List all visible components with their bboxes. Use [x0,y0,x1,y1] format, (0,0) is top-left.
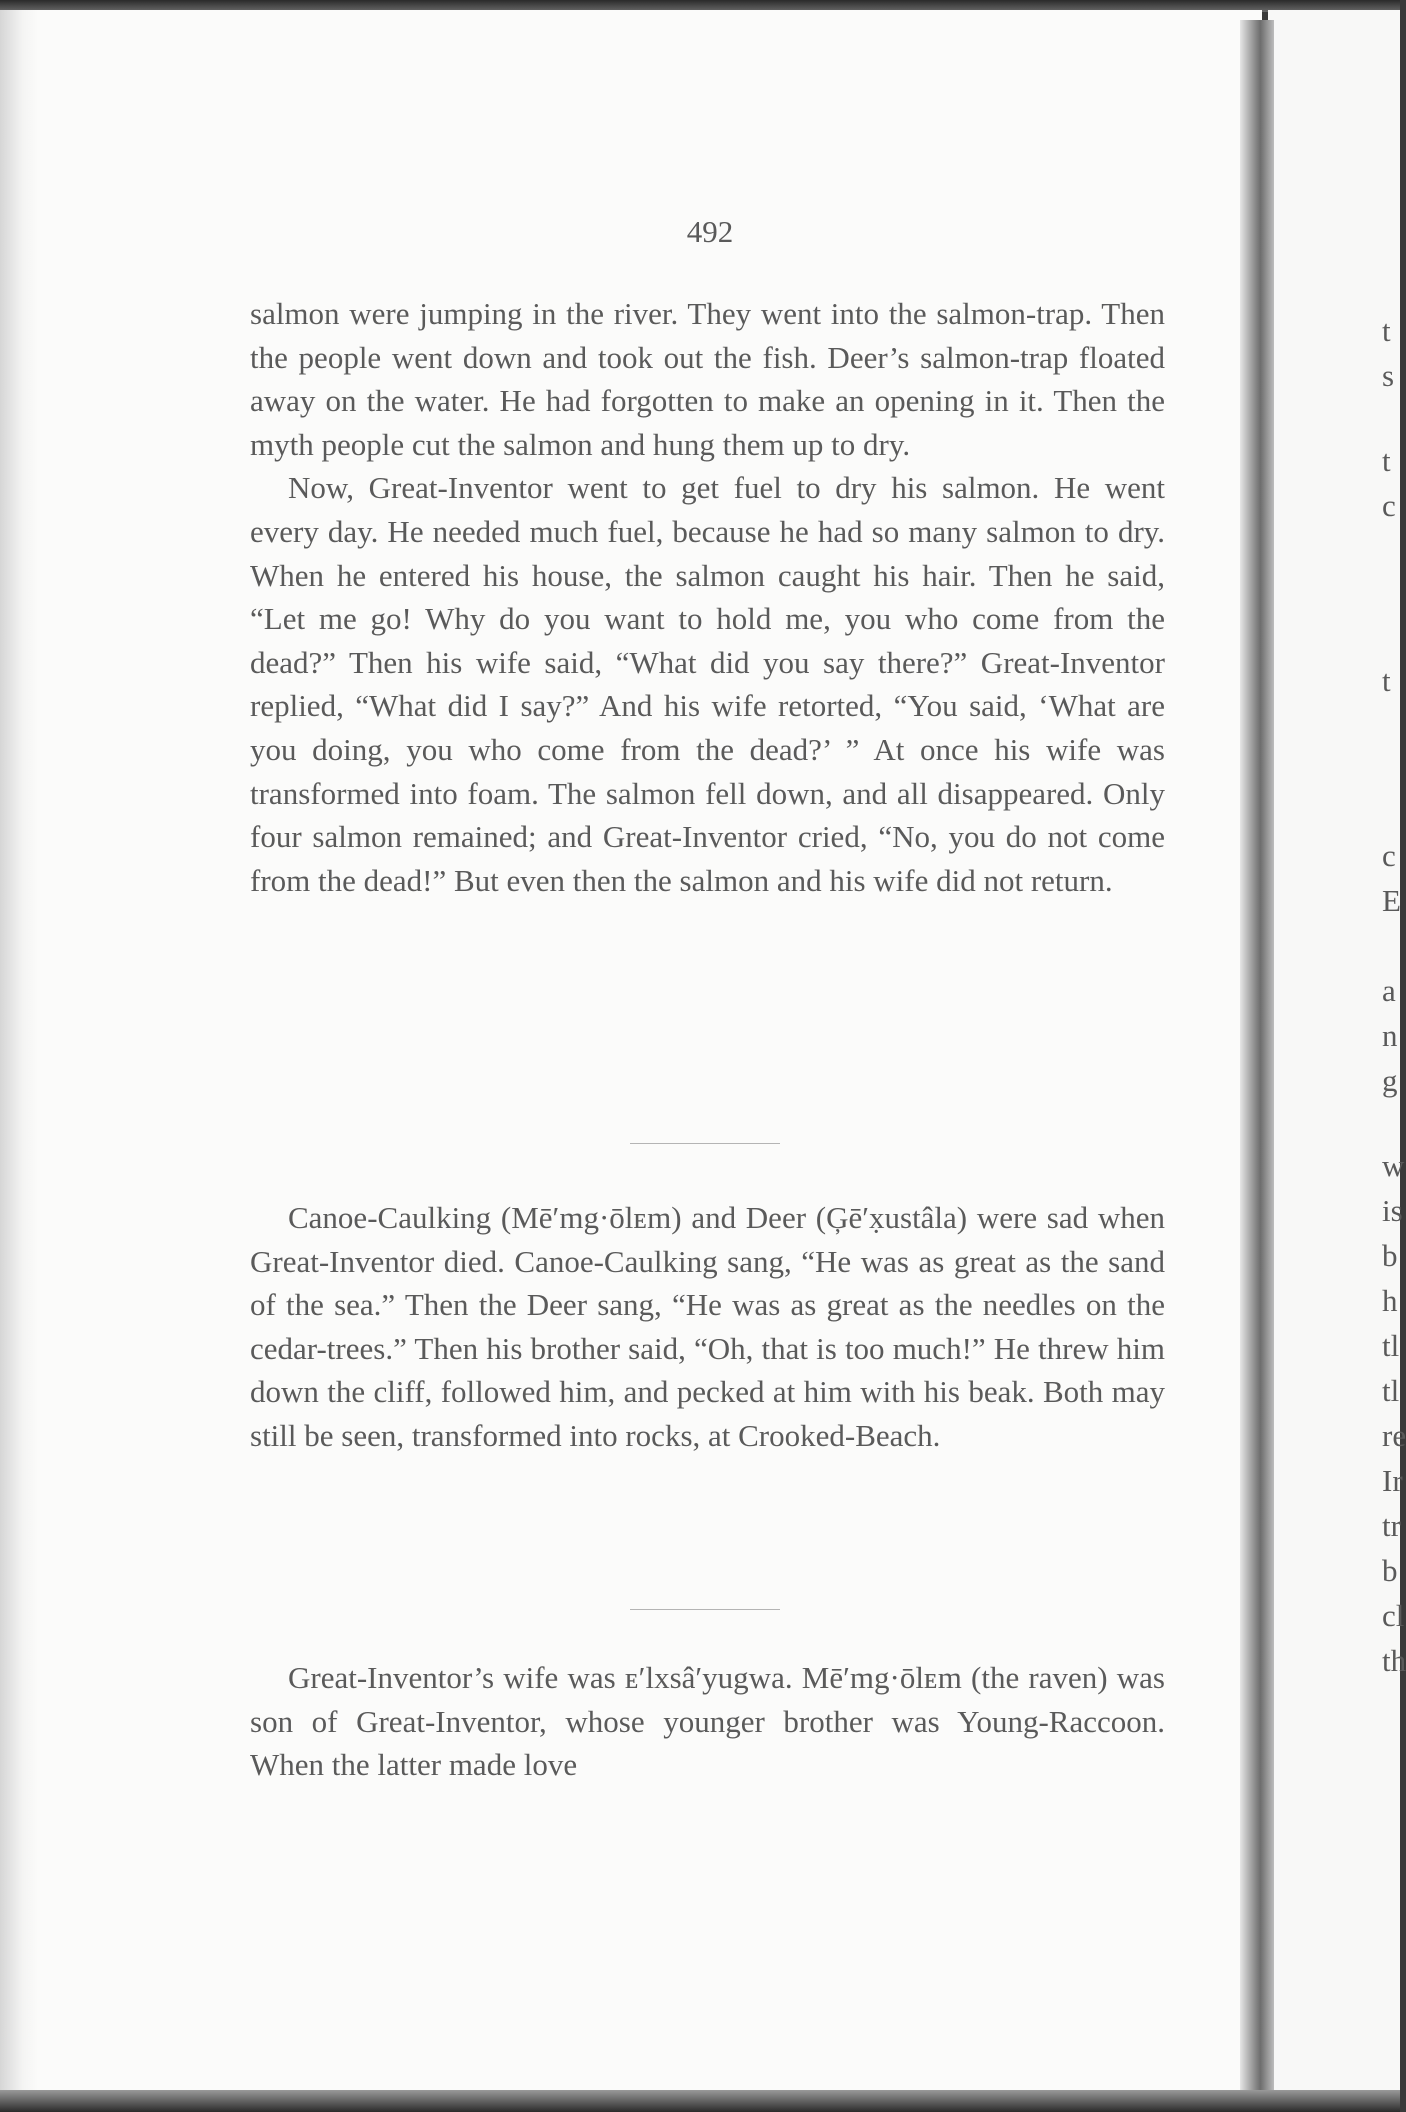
text-block-canoe-caulking [250,1196,1165,1458]
facing-page-fragment: t [1382,443,1391,478]
facing-page-fragment: tr [1382,1508,1401,1543]
section-separator [630,1143,780,1144]
text-block-wife [250,1656,1165,1787]
paragraph: salmon were jumping in the river. They went into the salmon-trap. Then the people went down and took out the fish. Deer’s salmon-trap floated away on the water. He had forgotten to make an opening in it. Then the myth people cut the salmon and hung them up to dry. [250,296,1165,462]
facing-page-fragment: b [1382,1553,1398,1588]
facing-page-fragment: g [1382,1063,1398,1098]
paragraph: Canoe-Caulking (Mē′mg·ōlᴇm) and Deer (Ģē′x̣ustâla) were sad when Great-Inventor died. Canoe-Caulking sang, “He was as great as the sand of the sea.” Then the Deer sang, “He was as great as the needles on the cedar-trees.” Then his brother said, “Oh, that is too much!” He threw him down the cliff, followed him, and pecked at him with his beak. Both may still be seen, transformed into rocks, at Crooked-Beach. [250,1200,1165,1453]
facing-page-fragment: cl [1382,1598,1405,1633]
facing-page-fragment: Ir [1382,1463,1403,1498]
facing-page-fragment: tl [1382,1328,1400,1363]
facing-page-fragment: s [1382,358,1395,393]
page-number: 492 [686,214,734,249]
facing-page-fragment: tl [1382,1373,1400,1408]
scan-bottom-edge [0,2090,1400,2112]
facing-page-fragment: c [1382,488,1396,523]
paragraph: Great-Inventor’s wife was ᴇ′lxsâ′yugwa. Mē′mg·ōlᴇm (the raven) was son of Great-Inventor, whose younger brother was Young-Raccoon. When the latter made love [250,1660,1165,1783]
book-gutter [1240,20,1274,2096]
facing-page-fragment: is [1382,1193,1403,1228]
facing-page-fragment: n [1382,1018,1398,1053]
facing-page-fragment: h [1382,1283,1398,1318]
facing-page-fragment: c [1382,838,1396,873]
paragraph: Now, Great-Inventor went to get fuel to dry his salmon. He went every day. He needed much fuel, because he had so many salmon to dry. When he entered his house, the salmon caught his hair. Then he said, “Let me go! Why do you want to hold me, you who come from the dead?” Then his wife said, “What did you say there?” Great-Inventor replied, “What did I say?” And his wife retorted, “You said, ‘What are you doing, you who come from the dead?’ ” At once his wife was transformed into foam. The salmon fell down, and all disappeared. Only four salmon remained; and Great-Inventor cried, “No, you do not come from the dead!” But even then the salmon and his wife did not return. [250,470,1165,898]
facing-page-fragment: th [1382,1643,1406,1678]
facing-page [1268,10,1400,2096]
section-separator [630,1609,780,1610]
facing-page-fragment: b [1382,1238,1398,1273]
facing-page-fragment: re [1382,1418,1406,1453]
facing-page-fragment: t [1382,313,1391,348]
facing-page-fragment: w [1382,1148,1405,1183]
facing-page-fragment: t [1382,663,1391,698]
page-left-shadow [0,10,38,2096]
facing-page-fragment: a [1382,973,1396,1008]
text-block-salmon-story [250,292,1165,902]
facing-page-fragment: E [1382,883,1401,918]
